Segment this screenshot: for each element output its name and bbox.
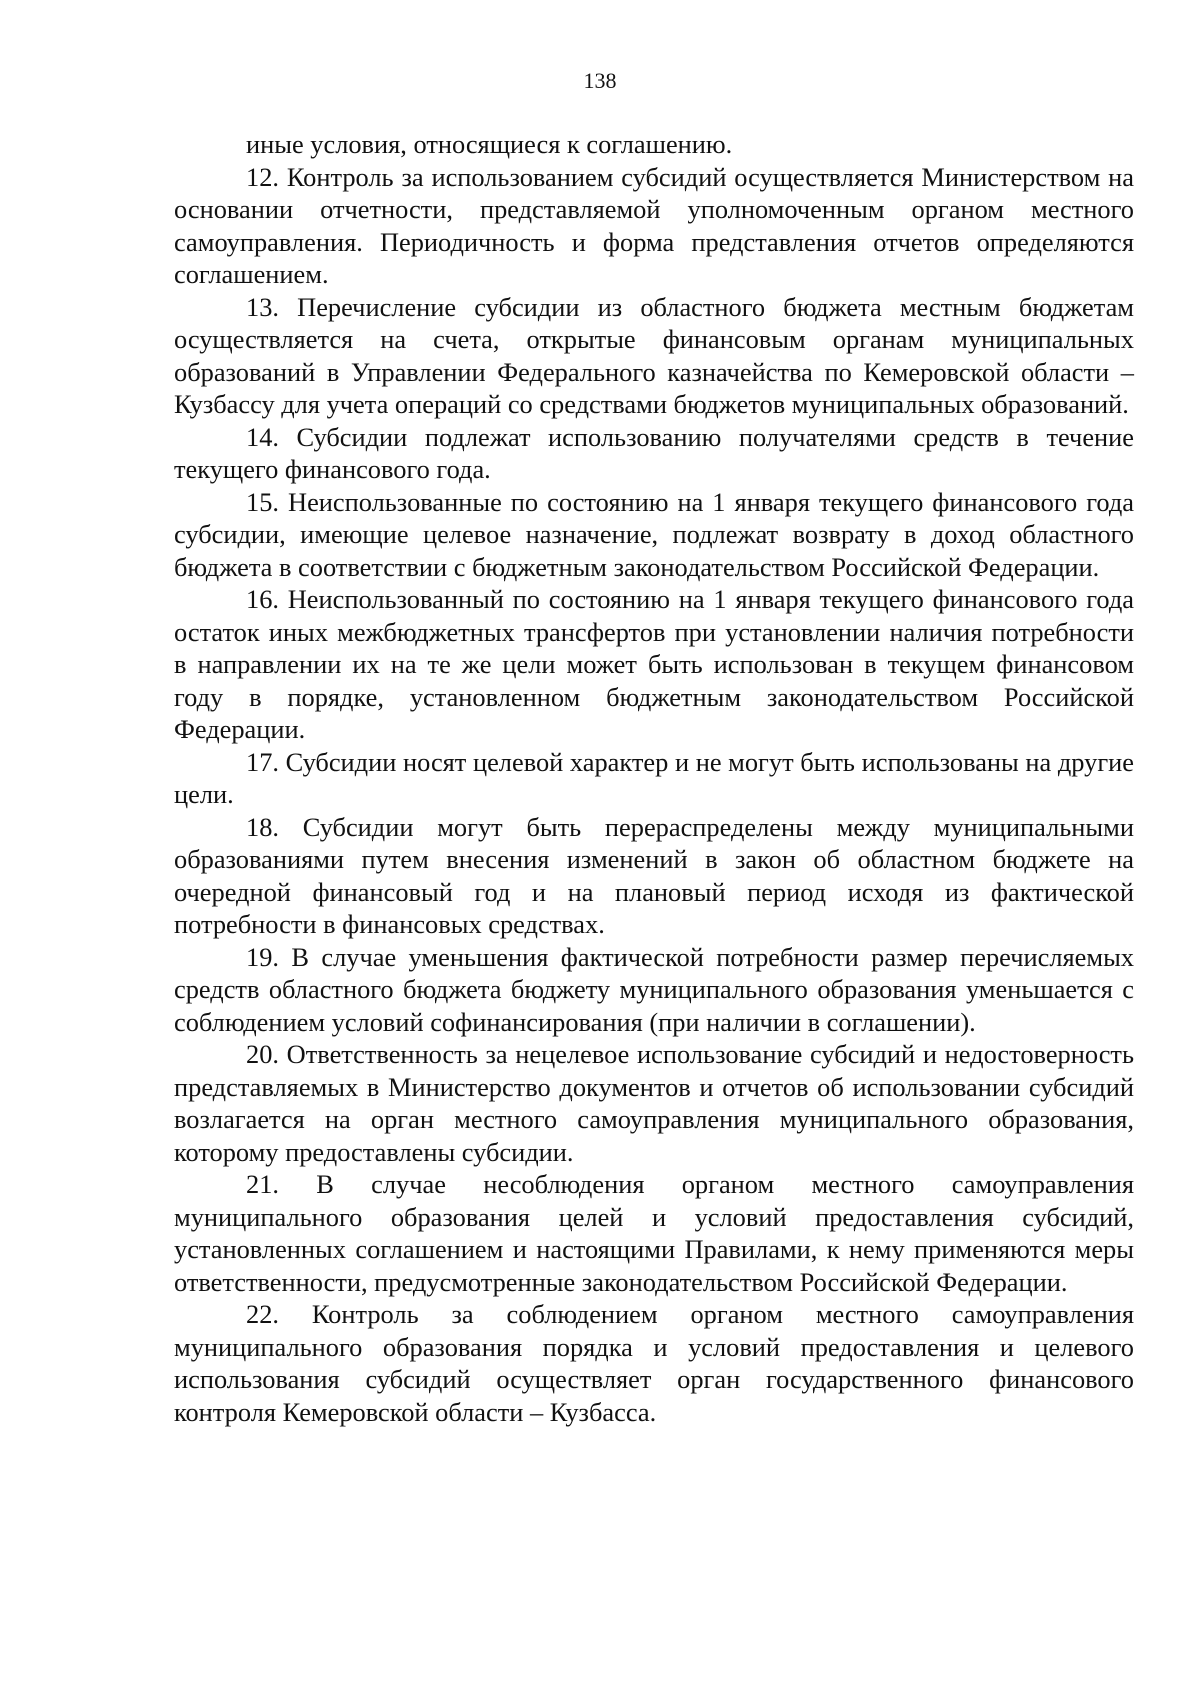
paragraph-20: 20. Ответственность за нецелевое использование субсидий и недостоверность представляемых в Министерство документов и отчетов об использовании субсидий возлагается на орган местного самоуправления муниципального образования, которому предоставлены субсидии. bbox=[174, 1039, 1134, 1167]
paragraph-22: 22. Контроль за соблюдением органом местного самоуправления муниципального образования порядка и условий предоставления и целевого использования субсидий осуществляет орган государственного финансового контроля Кемеровской области – Кузбасса. bbox=[174, 1299, 1134, 1427]
paragraph-17: 17. Субсидии носят целевой характер и не могут быть использованы на другие цели. bbox=[174, 746, 1134, 809]
paragraph-13: 13. Перечисление субсидии из областного бюджета местным бюджетам осуществляется на счета, открытые финансовым органам муниципальных образований в Управлении Федерального казначейства по Кемеровской области – Кузбассу для учета операций со средствами бюджетов муниципальных образований. bbox=[174, 291, 1134, 419]
paragraph-16: 16. Неиспользованный по состоянию на 1 января текущего финансового года остаток иных межбюджетных трансфертов при установлении наличия потребности в направлении их на те же цели может быть использован в текущем финансовом году в порядке, установленном бюджетным законодательством Российской Федерации. bbox=[174, 584, 1134, 744]
paragraph-intro-tail: иные условия, относящиеся к соглашению. bbox=[246, 129, 733, 159]
paragraph-19: 19. В случае уменьшения фактической потребности размер перечисляемых средств областного бюджета бюджету муниципального образования уменьшается с соблюдением условий софинансирования (при наличии в соглашении). bbox=[174, 941, 1134, 1037]
page-number: 138 bbox=[583, 68, 617, 93]
paragraph-15: 15. Неиспользованные по состоянию на 1 января текущего финансового года субсидии, имеющие целевое назначение, подлежат возврату в доход областного бюджета в соответствии с бюджетным законодательством Российской Федерации. bbox=[174, 486, 1134, 582]
paragraph-18: 18. Субсидии могут быть перераспределены между муниципальными образованиями путем внесения изменений в закон об областном бюджете на очередной финансовый год и на плановый период исходя из фактической потребности в финансовых средствах. bbox=[174, 811, 1134, 939]
paragraph-12: 12. Контроль за использованием субсидий осуществляется Министерством на основании отчетности, представляемой уполномоченным органом местного самоуправления. Периодичность и форма представления отчетов определяются соглашением. bbox=[174, 161, 1134, 289]
document-body bbox=[174, 128, 1134, 1428]
paragraph-14: 14. Субсидии подлежат использованию получателями средств в течение текущего финансового года. bbox=[174, 421, 1134, 484]
paragraph-21: 21. В случае несоблюдения органом местного самоуправления муниципального образования целей и условий предоставления субсидий, установленных соглашением и настоящими Правилами, к нему применяются меры ответственности, предусмотренные законодательством Российской Федерации. bbox=[174, 1169, 1134, 1297]
